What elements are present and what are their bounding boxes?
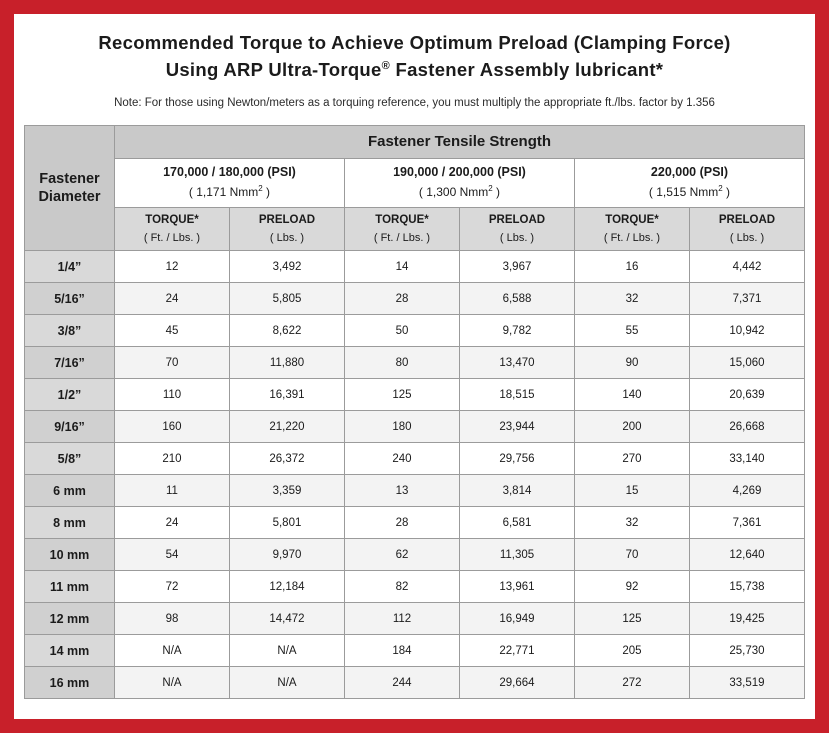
registered-mark: ® (381, 59, 391, 72)
table-row (24, 507, 804, 539)
column-header-1: PRELOAD ( Lbs. ) (229, 207, 344, 251)
row-diameter: 14 mm (24, 635, 114, 667)
cell-value: 210 (114, 443, 229, 475)
row-diameter: 1/4” (24, 251, 114, 283)
cell-value: 13,470 (459, 347, 574, 379)
cell-value: 6,581 (459, 507, 574, 539)
row-diameter: 16 mm (24, 667, 114, 699)
cell-value: 29,756 (459, 443, 574, 475)
row-diameter: 5/16” (24, 283, 114, 315)
cell-value: 32 (574, 283, 689, 315)
cell-value: 4,269 (689, 475, 804, 507)
cell-value: 82 (344, 571, 459, 603)
cell-value: 12 (114, 251, 229, 283)
cell-value: 23,944 (459, 411, 574, 443)
cell-value: 19,425 (689, 603, 804, 635)
cell-value: 9,970 (229, 539, 344, 571)
cell-value: 16,949 (459, 603, 574, 635)
cell-value: 184 (344, 635, 459, 667)
cell-value: 9,782 (459, 315, 574, 347)
cell-value: 112 (344, 603, 459, 635)
table-row (24, 283, 804, 315)
cell-value: 33,519 (689, 667, 804, 699)
cell-value: 26,372 (229, 443, 344, 475)
cell-value: 11,305 (459, 539, 574, 571)
cell-value: 70 (114, 347, 229, 379)
cell-value: 16,391 (229, 379, 344, 411)
cell-value: 15,738 (689, 571, 804, 603)
cell-value: 12,640 (689, 539, 804, 571)
strength-group-3 (574, 158, 804, 207)
cell-value: 140 (574, 379, 689, 411)
cell-value: 4,442 (689, 251, 804, 283)
cell-value: 28 (344, 507, 459, 539)
torque-table (24, 125, 805, 700)
column-header-4: TORQUE* ( Ft. / Lbs. ) (574, 207, 689, 251)
cell-value: 90 (574, 347, 689, 379)
row-diameter: 7/16” (24, 347, 114, 379)
cell-value: 32 (574, 507, 689, 539)
cell-value: 14 (344, 251, 459, 283)
cell-value: N/A (229, 667, 344, 699)
cell-value: 5,801 (229, 507, 344, 539)
title-line-1: Recommended Torque to Achieve Optimum Preload (Clamping Force) (98, 32, 731, 53)
cell-value: 3,359 (229, 475, 344, 507)
header-cell-diameter (24, 125, 114, 251)
cell-value: 45 (114, 315, 229, 347)
strength-group-3-nmm: ( 1,515 Nmm$^2$ ) (648, 184, 731, 200)
table-row (24, 635, 804, 667)
cell-value: 24 (114, 507, 229, 539)
row-diameter: 9/16” (24, 411, 114, 443)
cell-value: N/A (114, 667, 229, 699)
cell-value: 12,184 (229, 571, 344, 603)
strength-group-2 (344, 158, 574, 207)
column-header-2: TORQUE* ( Ft. / Lbs. ) (344, 207, 459, 251)
title-line-2-post: Fastener Assembly lubricant* (390, 58, 664, 80)
cell-value: 200 (574, 411, 689, 443)
diameter-header-line-2: Diameter (38, 188, 101, 205)
cell-value: 15,060 (689, 347, 804, 379)
cell-value: 272 (574, 667, 689, 699)
table-band-row (24, 125, 804, 158)
cell-value: 92 (574, 571, 689, 603)
strength-group-2-nmm: ( 1,300 Nmm$^2$ ) (418, 184, 501, 200)
table-strength-row (24, 158, 804, 207)
table-row (24, 443, 804, 475)
row-diameter: 3/8” (24, 315, 114, 347)
cell-value: 270 (574, 443, 689, 475)
strength-group-1 (114, 158, 344, 207)
column-header-5: PRELOAD ( Lbs. ) (689, 207, 804, 251)
cell-value: 180 (344, 411, 459, 443)
cell-value: 14,472 (229, 603, 344, 635)
cell-value: 72 (114, 571, 229, 603)
document-header (14, 14, 815, 117)
cell-value: 7,361 (689, 507, 804, 539)
cell-value: 80 (344, 347, 459, 379)
column-header-0: TORQUE* ( Ft. / Lbs. ) (114, 207, 229, 251)
cell-value: 3,492 (229, 251, 344, 283)
page-title (32, 30, 797, 84)
cell-value: 11,880 (229, 347, 344, 379)
table-row (24, 315, 804, 347)
cell-value: 16 (574, 251, 689, 283)
cell-value: 6,588 (459, 283, 574, 315)
cell-value: 24 (114, 283, 229, 315)
cell-value: 110 (114, 379, 229, 411)
table-column-header-row (24, 207, 804, 251)
table-row (24, 411, 804, 443)
cell-value: 125 (344, 379, 459, 411)
cell-value: 62 (344, 539, 459, 571)
table-row (24, 539, 804, 571)
cell-value: 55 (574, 315, 689, 347)
table-row (24, 475, 804, 507)
cell-value: N/A (229, 635, 344, 667)
row-diameter: 8 mm (24, 507, 114, 539)
cell-value: 3,967 (459, 251, 574, 283)
cell-value: 18,515 (459, 379, 574, 411)
row-diameter: 11 mm (24, 571, 114, 603)
cell-value: 240 (344, 443, 459, 475)
row-diameter: 10 mm (24, 539, 114, 571)
cell-value: 26,668 (689, 411, 804, 443)
cell-value: 98 (114, 603, 229, 635)
cell-value: 70 (574, 539, 689, 571)
cell-value: 22,771 (459, 635, 574, 667)
table-row (24, 603, 804, 635)
cell-value: 21,220 (229, 411, 344, 443)
cell-value: 5,805 (229, 283, 344, 315)
table-row (24, 251, 804, 283)
document-page (14, 14, 815, 719)
table-row (24, 379, 804, 411)
row-diameter: 12 mm (24, 603, 114, 635)
table-row (24, 571, 804, 603)
cell-value: 125 (574, 603, 689, 635)
diameter-header-line-1: Fastener (39, 170, 100, 187)
cell-value: 20,639 (689, 379, 804, 411)
strength-group-2-psi: 190,000 / 200,000 (PSI) (393, 164, 526, 179)
cell-value: 15 (574, 475, 689, 507)
cell-value: 8,622 (229, 315, 344, 347)
row-diameter: 1/2” (24, 379, 114, 411)
strength-group-3-psi: 220,000 (PSI) (650, 164, 729, 179)
cell-value: N/A (114, 635, 229, 667)
cell-value: 25,730 (689, 635, 804, 667)
cell-value: 50 (344, 315, 459, 347)
cell-value: 10,942 (689, 315, 804, 347)
conversion-note: Note: For those using Newton/meters as a torquing reference, you must multiply the appropriate ft./lbs. factor by 1.356 (114, 96, 715, 109)
row-diameter: 5/8” (24, 443, 114, 475)
title-line-2-pre: Using ARP Ultra-Torque (165, 58, 382, 80)
cell-value: 54 (114, 539, 229, 571)
cell-value: 3,814 (459, 475, 574, 507)
strength-group-1-nmm: ( 1,171 Nmm$^2$ ) (188, 184, 271, 200)
strength-group-1-psi: 170,000 / 180,000 (PSI) (163, 164, 296, 179)
cell-value: 7,371 (689, 283, 804, 315)
cell-value: 205 (574, 635, 689, 667)
cell-value: 13 (344, 475, 459, 507)
row-diameter: 6 mm (24, 475, 114, 507)
cell-value: 244 (344, 667, 459, 699)
cell-value: 160 (114, 411, 229, 443)
cell-value: 13,961 (459, 571, 574, 603)
cell-value: 33,140 (689, 443, 804, 475)
tensile-strength-band: Fastener Tensile Strength (114, 125, 804, 158)
cell-value: 29,664 (459, 667, 574, 699)
table-row (24, 667, 804, 699)
cell-value: 28 (344, 283, 459, 315)
cell-value: 11 (114, 475, 229, 507)
column-header-3: PRELOAD ( Lbs. ) (459, 207, 574, 251)
table-row (24, 347, 804, 379)
